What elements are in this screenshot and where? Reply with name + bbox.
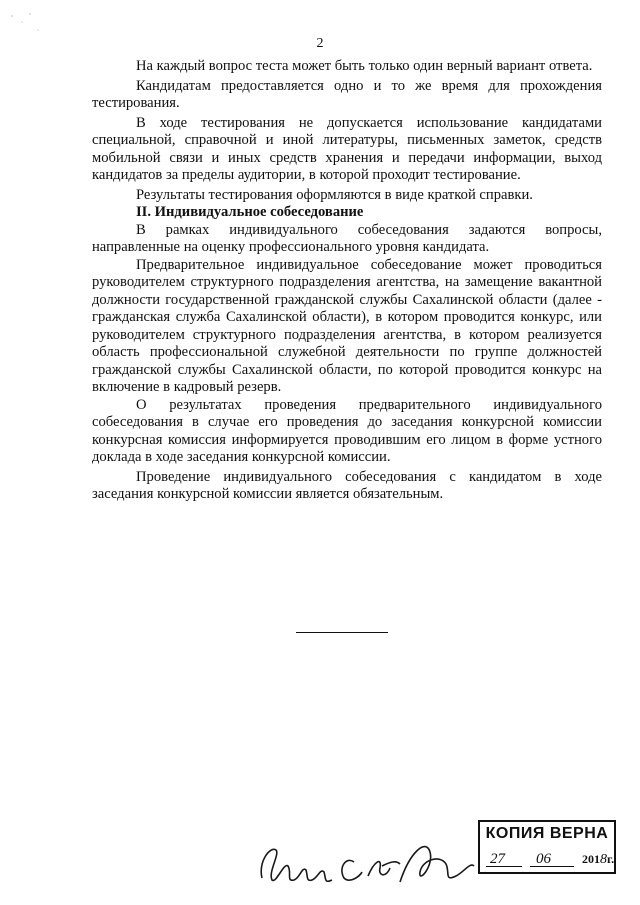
- paragraph-intro-3: В ходе тестирования не допускается использование кандидатами специальной, справочной и иной литературы, письменных заметок, средств мобильной связи и иных средств хранения и передачи информации, выход кандидатов за пределы аудитории, в которой проходит тестирование.: [92, 114, 602, 183]
- paragraph-intro-2: Кандидатам предоставляется одно и то же время для прохождения тестирования.: [92, 77, 602, 111]
- stamp-date: [484, 848, 615, 870]
- page-number: 2: [316, 36, 324, 51]
- stamp-title: КОПИЯ ВЕРНА: [485, 825, 609, 842]
- section-heading: II. Индивидуальное собеседование: [136, 204, 364, 220]
- stamp-month: 06: [536, 851, 551, 867]
- signature: [250, 832, 480, 892]
- stamp-year-unit: г.: [607, 852, 615, 866]
- section-paragraph-1: В рамках индивидуального собеседования задаются вопросы, направленные на оценку профессионального уровня кандидата.: [92, 221, 602, 255]
- scan-speckle: [8, 10, 48, 40]
- stamp-day: 27: [490, 851, 505, 867]
- paragraph-intro-1: На каждый вопрос теста может быть только один верный вариант ответа.: [136, 58, 593, 74]
- section-paragraph-2: Предварительное индивидуальное собеседование может проводиться руководителем структурного подразделения агентства, на замещение вакантной должности государственной гражданской службы Сахалинской области (далее - гражданская служба Сахалинской области), в котором проводится конкурс, или руководителем структурного подразделения агентства, в котором реализуется область профессиональной служебной деятельности по группе должностей гражданской службы Сахалинской области, по которой проводится конкурс на включение в кадровый резерв.: [92, 256, 602, 395]
- stamp-year-suffix: 8: [600, 852, 607, 867]
- closing-rule: [296, 632, 388, 633]
- section-paragraph-4: Проведение индивидуального собеседования с кандидатом в ходе заседания конкурсной комиссии является обязательным.: [92, 468, 602, 502]
- stamp-year-prefix: 201: [582, 852, 600, 866]
- copy-certified-stamp: [478, 820, 616, 874]
- paragraph-intro-4: Результаты тестирования оформляются в виде краткой справки.: [136, 186, 533, 203]
- document-body: [92, 58, 602, 504]
- stamp-day-line: [486, 866, 522, 867]
- section-paragraph-3: О результатах проведения предварительного индивидуального собеседования в случае его проведения до заседания конкурсной комиссии конкурсная комиссия информируется проводившим его лицом в форме устного доклада в ходе заседания конкурсной комиссии.: [92, 396, 602, 465]
- stamp-year: [582, 852, 614, 868]
- stamp-month-line: [530, 866, 574, 867]
